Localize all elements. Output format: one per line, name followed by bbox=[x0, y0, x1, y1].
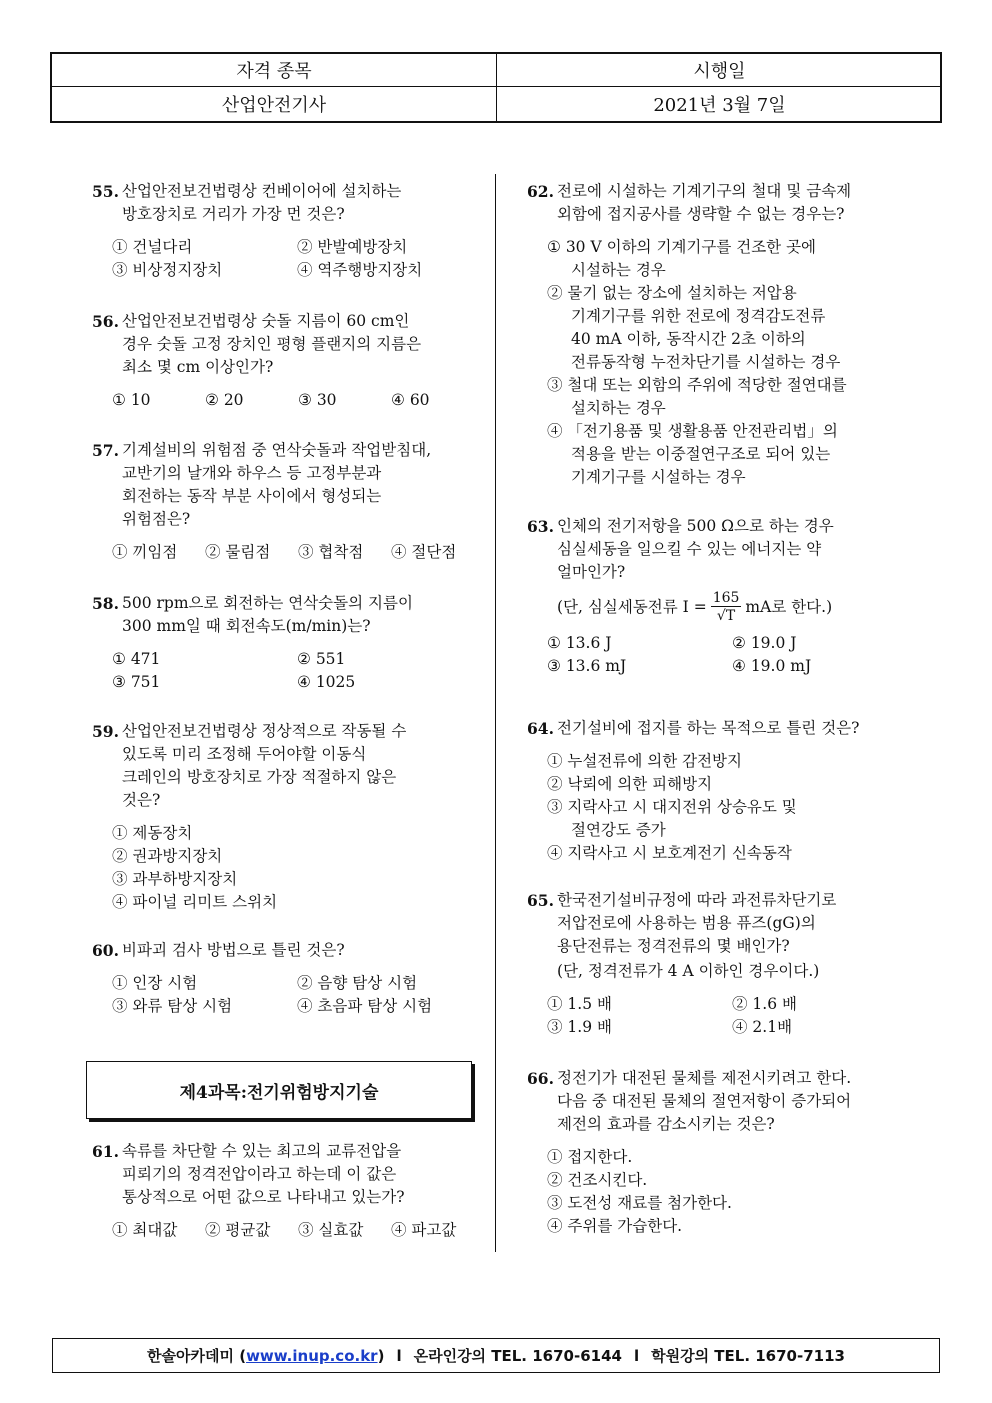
question-number: 61. bbox=[92, 1142, 119, 1161]
header-col2-title: 시행일 bbox=[693, 61, 746, 82]
question-text-line: 속류를 차단할 수 있는 최고의 교류전압을 bbox=[122, 1142, 402, 1160]
option-2: ② 물림점 bbox=[205, 543, 271, 561]
question-number: 64. bbox=[527, 719, 554, 738]
question-text-line: 용단전류는 정격전류의 몇 배인가? bbox=[557, 937, 790, 955]
option-3: ③ 지락사고 시 대지전위 상승유도 및 bbox=[547, 798, 797, 816]
option-4: ④ 초음파 탐상 시험 bbox=[297, 997, 433, 1015]
question-note bbox=[527, 590, 937, 624]
option-4: ④ 파이널 리미트 스위치 bbox=[112, 893, 278, 911]
option-1: ① 30 V 이하의 기계기구를 건조한 곳에 bbox=[547, 238, 817, 256]
question-text-line: 있도록 미리 조정해 두어야할 이동식 bbox=[122, 745, 367, 763]
question-number: 62. bbox=[527, 182, 554, 201]
section-title-box bbox=[86, 1061, 472, 1119]
option-4: ④ 60 bbox=[391, 391, 430, 409]
question-58 bbox=[92, 592, 492, 694]
question-note: (단, 정격전류가 4 A 이하인 경우이다.) bbox=[557, 962, 820, 980]
column-divider bbox=[495, 174, 496, 1252]
option-2: ② 19.0 J bbox=[732, 634, 797, 652]
option-4: ④ 파고값 bbox=[391, 1221, 457, 1239]
option-3: ③ 와류 탐상 시험 bbox=[112, 997, 233, 1015]
question-text-line: 최소 몇 cm 이상인가? bbox=[122, 358, 274, 376]
option-4-cont: 기계기구를 시설하는 경우 bbox=[571, 468, 746, 486]
question-text-line: 다음 중 대전된 물체의 절연저항이 증가되어 bbox=[557, 1092, 852, 1110]
question-number: 55. bbox=[92, 182, 119, 201]
question-number: 66. bbox=[527, 1069, 554, 1088]
option-1: ① 접지한다. bbox=[547, 1148, 633, 1166]
question-text-line: 방호장치로 거리가 가장 먼 것은? bbox=[122, 205, 345, 223]
option-1: ① 10 bbox=[112, 391, 151, 409]
header-date: 2021년 3월 7일 bbox=[653, 95, 786, 116]
option-1-cont: 시설하는 경우 bbox=[571, 261, 666, 279]
question-63 bbox=[527, 515, 937, 678]
option-2: ② 낙뢰에 의한 피해방지 bbox=[547, 775, 713, 793]
question-55 bbox=[92, 180, 492, 282]
option-2-cont: 기계기구를 위한 전로에 정격감도전류 bbox=[571, 307, 826, 325]
question-text-line: 것은? bbox=[122, 791, 161, 809]
option-1: ① 1.5 배 bbox=[547, 995, 612, 1013]
header-table bbox=[50, 52, 942, 123]
footer-offline-tel: 학원강의 TEL. 1670-7113 bbox=[651, 1347, 845, 1365]
question-text-line: 위험점은? bbox=[122, 510, 191, 528]
question-text-line: 교반기의 날개와 하우스 등 고정부분과 bbox=[122, 464, 382, 482]
option-2: ② 권과방지장치 bbox=[112, 847, 223, 865]
question-text-line: 산업안전보건법령상 숫돌 지름이 60 cm인 bbox=[122, 312, 410, 330]
option-3: ③ 철대 또는 외함의 주위에 적당한 절연대를 bbox=[547, 376, 847, 394]
option-2: ② 20 bbox=[205, 391, 244, 409]
question-text-line: 전로에 시설하는 기계기구의 철대 및 금속제 bbox=[557, 182, 852, 200]
question-text-line: 피뢰기의 정격전압이라고 하는데 이 값은 bbox=[122, 1165, 397, 1183]
footer-website-link[interactable]: www.inup.co.kr bbox=[246, 1346, 378, 1365]
question-text-line: 정전기가 대전된 물체를 제전시키려고 한다. bbox=[557, 1069, 852, 1087]
question-text-line: 전기설비에 접지를 하는 목적으로 틀린 것은? bbox=[557, 719, 860, 737]
footer-link-close: ) bbox=[377, 1346, 385, 1365]
option-2: ② 551 bbox=[297, 650, 346, 668]
header-col1-title: 자격 종목 bbox=[236, 61, 312, 82]
option-4: ④ 역주행방지장치 bbox=[297, 261, 423, 279]
question-text-line: 심실세동을 일으킬 수 있는 에너지는 약 bbox=[557, 540, 822, 558]
note-prefix: (단, 심실세동전류 I = bbox=[557, 597, 707, 616]
option-4: ④ 1025 bbox=[297, 673, 356, 691]
option-1: ① 최대값 bbox=[112, 1221, 178, 1239]
question-56 bbox=[92, 310, 492, 412]
option-3: ③ 과부하방지장치 bbox=[112, 870, 238, 888]
question-text-line: 300 mm일 때 회전속도(m/min)는? bbox=[122, 617, 371, 635]
option-3: ③ 30 bbox=[298, 391, 337, 409]
footer bbox=[52, 1338, 940, 1373]
option-3: ③ 1.9 배 bbox=[547, 1018, 612, 1036]
option-3: ③ 751 bbox=[112, 673, 161, 691]
fraction-denominator: √T bbox=[716, 608, 736, 624]
option-3: ③ 비상정지장치 bbox=[112, 261, 223, 279]
question-57 bbox=[92, 439, 492, 564]
option-2: ② 건조시킨다. bbox=[547, 1171, 648, 1189]
question-number: 59. bbox=[92, 722, 119, 741]
question-text-line: 비파괴 검사 방법으로 틀린 것은? bbox=[122, 941, 345, 959]
fraction-numerator: 165 bbox=[712, 590, 740, 606]
option-1: ① 13.6 J bbox=[547, 634, 612, 652]
question-text-line: 저압전로에 사용하는 범용 퓨즈(gG)의 bbox=[557, 914, 816, 932]
question-text-line: 기계설비의 위험점 중 연삭숫돌과 작업받침대, bbox=[122, 441, 432, 459]
option-3: ③ 13.6 mJ bbox=[547, 657, 627, 675]
option-4: ④ 지락사고 시 보호계전기 신속동작 bbox=[547, 844, 792, 862]
question-number: 60. bbox=[92, 941, 119, 960]
option-4: ④ 2.1배 bbox=[732, 1018, 793, 1036]
question-61 bbox=[92, 1140, 492, 1242]
header-subject: 산업안전기사 bbox=[221, 95, 327, 116]
question-text-line: 산업안전보건법령상 정상적으로 작동될 수 bbox=[122, 722, 407, 740]
question-text-line: 산업안전보건법령상 컨베이어에 설치하는 bbox=[122, 182, 402, 200]
question-text-line: 경우 숫돌 고정 장치인 평형 플랜지의 지름은 bbox=[122, 335, 422, 353]
question-62 bbox=[527, 180, 937, 489]
question-59 bbox=[92, 720, 492, 914]
footer-separator: l bbox=[396, 1346, 402, 1365]
option-2-cont: 40 mA 이하, 동작시간 2초 이하의 bbox=[571, 330, 806, 348]
footer-org: 한솔아카데미 bbox=[147, 1347, 234, 1365]
option-2: ② 1.6 배 bbox=[732, 995, 797, 1013]
footer-separator: l bbox=[633, 1346, 640, 1365]
option-2: ② 물기 없는 장소에 설치하는 저압용 bbox=[547, 284, 797, 302]
option-3: ③ 협착점 bbox=[298, 543, 364, 561]
section-title: 제4과목:전기위험방지기술 bbox=[179, 1082, 379, 1103]
question-text-line: 외함에 접지공사를 생략할 수 없는 경우는? bbox=[557, 205, 845, 223]
question-number: 57. bbox=[92, 441, 119, 460]
option-2-cont: 전류동작형 누전차단기를 시설하는 경우 bbox=[571, 353, 841, 371]
option-2: ② 음향 탐상 시험 bbox=[297, 974, 418, 992]
question-64 bbox=[527, 717, 937, 865]
option-1: ① 제동장치 bbox=[112, 824, 193, 842]
option-4: ④ 주위를 가습한다. bbox=[547, 1217, 683, 1235]
option-1: ① 건널다리 bbox=[112, 238, 193, 256]
option-4: ④ 19.0 mJ bbox=[732, 657, 812, 675]
question-text-line: 한국전기설비규정에 따라 과전류차단기로 bbox=[557, 891, 837, 909]
question-text-line: 회전하는 동작 부분 사이에서 형성되는 bbox=[122, 487, 382, 505]
option-1: ① 인장 시험 bbox=[112, 974, 198, 992]
question-text-line: 통상적으로 어떤 값으로 나타내고 있는가? bbox=[122, 1188, 405, 1206]
option-1: ① 471 bbox=[112, 650, 161, 668]
question-text-line: 얼마인가? bbox=[557, 563, 626, 581]
question-65 bbox=[527, 889, 937, 1039]
question-number: 65. bbox=[527, 891, 554, 910]
footer-online-tel: 온라인강의 TEL. 1670-6144 bbox=[413, 1347, 622, 1365]
question-60 bbox=[92, 939, 492, 1018]
question-text-line: 제전의 효과를 감소시키는 것은? bbox=[557, 1115, 775, 1133]
option-4: ④ 절단점 bbox=[391, 543, 457, 561]
footer-link-open: ( bbox=[239, 1346, 247, 1365]
option-2: ② 평균값 bbox=[205, 1221, 271, 1239]
option-4: ④ 「전기용품 및 생활용품 안전관리법」의 bbox=[547, 422, 838, 440]
option-1: ① 누설전류에 의한 감전방지 bbox=[547, 752, 742, 770]
option-2: ② 반발예방장치 bbox=[297, 238, 408, 256]
question-66 bbox=[527, 1067, 937, 1238]
note-suffix: mA로 한다.) bbox=[745, 597, 833, 616]
question-text-line: 인체의 전기저항을 500 Ω으로 하는 경우 bbox=[557, 517, 834, 535]
question-text-line: 크레인의 방호장치로 가장 적절하지 않은 bbox=[122, 768, 397, 786]
question-number: 58. bbox=[92, 594, 119, 613]
question-number: 63. bbox=[527, 517, 554, 536]
option-1: ① 끼임점 bbox=[112, 543, 178, 561]
formula-fraction bbox=[711, 590, 742, 624]
option-4-cont: 적용을 받는 이중절연구조로 되어 있는 bbox=[571, 445, 831, 463]
option-3: ③ 도전성 재료를 첨가한다. bbox=[547, 1194, 732, 1212]
option-3-cont: 절연강도 증가 bbox=[571, 821, 666, 839]
question-number: 56. bbox=[92, 312, 119, 331]
question-text-line: 500 rpm으로 회전하는 연삭숫돌의 지름이 bbox=[122, 594, 413, 612]
option-3: ③ 실효값 bbox=[298, 1221, 364, 1239]
option-3-cont: 설치하는 경우 bbox=[571, 399, 666, 417]
